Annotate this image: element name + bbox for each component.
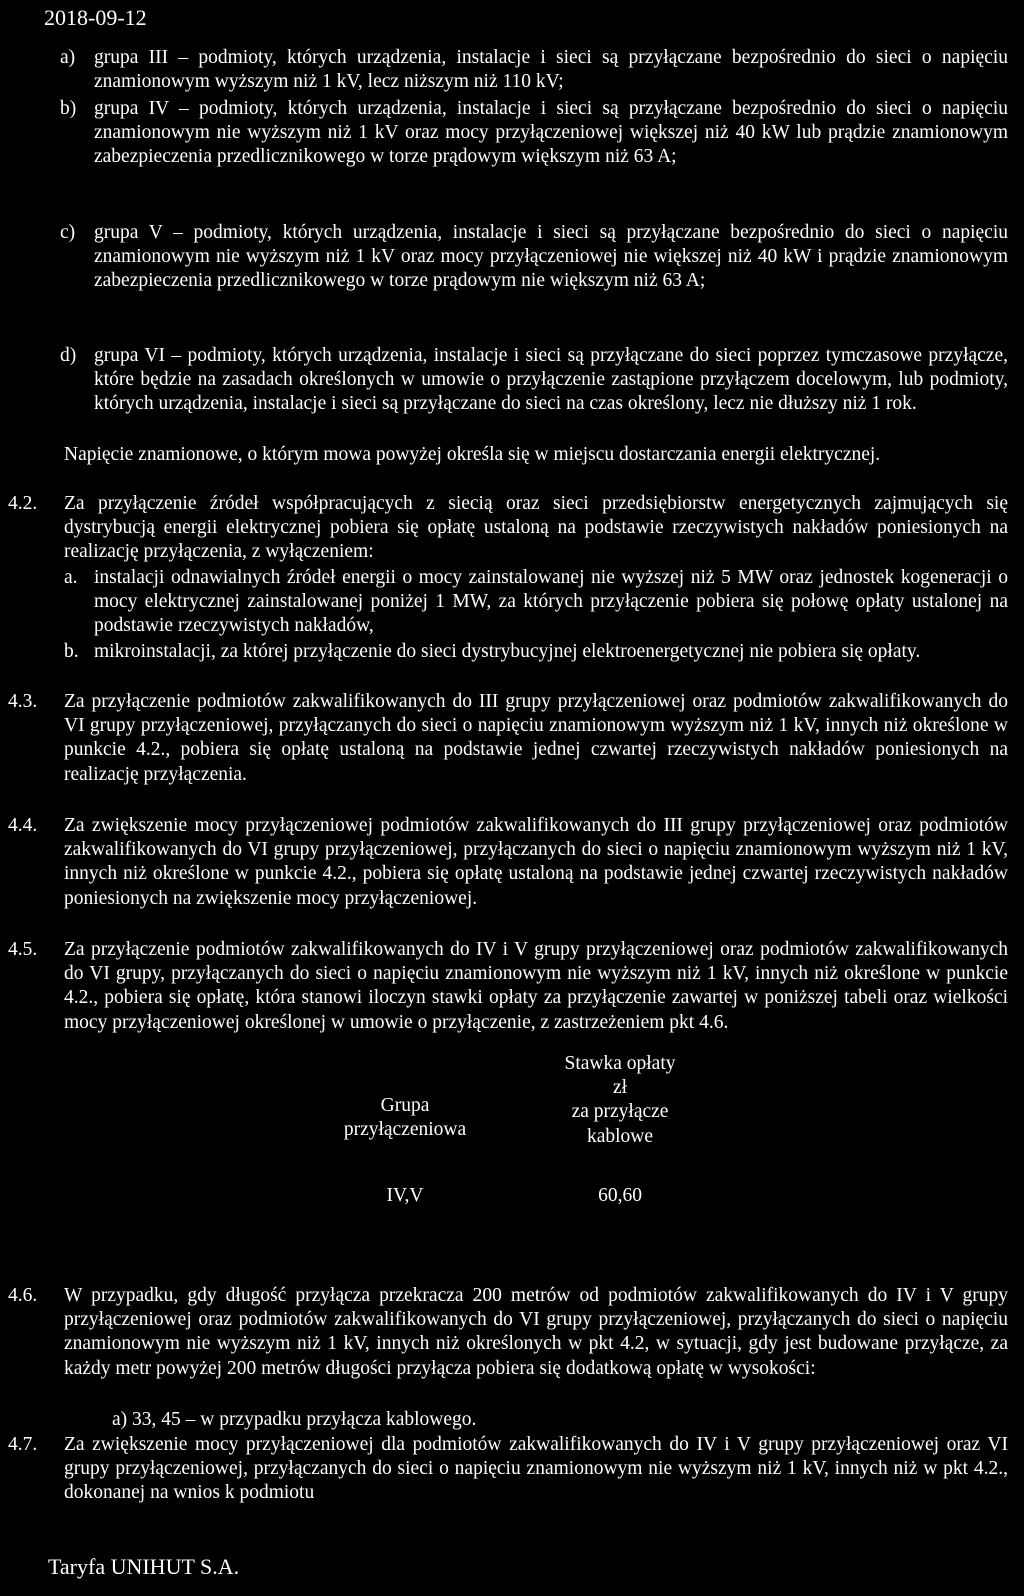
page-date: 2018-09-12 — [44, 5, 147, 30]
group-a-text: grupa III – podmioty, których urządzenia, instalacje i sieci są przyłączane bezpośrednio do sieci o napięciu znamionowym wyższym niż 1 kV, lecz niższym niż 110 kV; — [94, 47, 1008, 93]
group-d-text: grupa VI – podmioty, których urządzenia, instalacje i sieci są przyłączane do sieci poprzez tymczasowe przyłącze, które będzie na zasadach określonych w umowie o przyłączenie zastąpione przyłączem docelowym, lub podmioty, których urządzenia, instalacje i sieci są przyłączane do sieci na czas określony, lecz nie dłuższy niż 1 rok. — [94, 345, 1008, 415]
page-footer: Taryfa UNIHUT S.A. — [48, 1554, 240, 1579]
section-4-2-number: 4.2. — [8, 493, 38, 514]
section-4-6-text: W przypadku, gdy długość przyłącza przekracza 200 metrów od podmiotów zakwalifikowanych do IV i V grupy przyłączeniowej oraz podmiotów zakwalifikowanych do VI grupy przyłączeniowej, przyłączanych do sieci o napięciu znamionowym nie wyższym niż 1 kV, innych niż określonych w pkt 4.2, w sytuacji, gdy jest budowane przyłącze, za każdy metr powyżej 200 metrów długości przyłącza pobiera się dodatkową opłatę w wysokości: — [64, 1285, 1008, 1379]
voltage-note: Napięcie znamionowe, o którym mowa powyżej określa się w miejscu dostarczania energii elektrycznej. — [64, 444, 881, 465]
table-header-group-line2: przyłączeniowa — [343, 1119, 467, 1141]
section-4-4-number: 4.4. — [8, 815, 38, 836]
table-header-group-line1: Grupa — [380, 1095, 430, 1116]
section-4-2-text: Za przyłączenie źródeł współpracujących z siecią oraz sieci przedsiębiorstw energetycznych zajmujących się dystrybucją energii elektrycznej pobiera się opłatę ustaloną na podstawie rzeczywistych nakładów poniesionych na realizację przyłączenia, z wyłączeniem: — [64, 493, 1008, 563]
table-header-rate-line4: kablowe — [586, 1125, 654, 1147]
rate-table — [0, 1034, 1024, 1214]
table-header-group — [310, 1094, 500, 1142]
section-4-4-text: Za zwiększenie mocy przyłączeniowej podmiotów zakwalifikowanych do III grupy przyłączeniowej oraz podmiotów zakwalifikowanych do VI grupy przyłączeniowej, przyłączanych do sieci o napięciu znamionowym wyższym niż 1 kV, innych niż określone w punkcie 4.2., pobiera się opłatę ustaloną na podstawie jednej czwartej rzeczywistych nakładów poniesionych na zwiększenie mocy przyłączeniowej. — [64, 815, 1008, 909]
table-header-rate-line1: Stawka opłaty — [564, 1053, 676, 1074]
table-header-rate-line3: za przyłącze — [571, 1101, 669, 1123]
group-b-text: grupa IV – podmioty, których urządzenia, instalacje i sieci są przyłączane bezpośrednio do sieci o napięciu znamionowym nie wyższym niż 1 kV oraz mocy przyłączeniowej większej niż 40 kW lub prądzie znamionowym zabezpieczenia przedlicznikowego w torze prądowym większym niż 63 A; — [94, 98, 1008, 168]
section-4-2-b-letter: b. — [64, 641, 79, 662]
section-4-3-text: Za przyłączenie podmiotów zakwalifikowanych do III grupy przyłączeniowej oraz podmiotów zakwalifikowanych do VI grupy przyłączeniowej, przyłączanych do sieci o napięciu znamionowym wyższym niż 1 kV, innych niż określone w punkcie 4.2., pobiera się opłatę ustaloną na podstawie jednej czwartej rzeczywistych nakładów poniesionych na realizację przyłączenia. — [64, 691, 1008, 785]
group-b-letter: b) — [60, 98, 77, 119]
section-4-6-item: a) 33, 45 – w przypadku przyłącza kablowego. — [112, 1409, 477, 1430]
section-4-7-number: 4.7. — [8, 1434, 38, 1455]
section-4-2-b-text: mikroinstalacji, za której przyłączenie do sieci dystrybucyjnej elektroenergetycznej nie pobiera się opłaty. — [94, 641, 921, 662]
table-cell-group: IV,V — [386, 1185, 424, 1206]
section-4-2-a-text: instalacji odnawialnych źródeł energii o mocy zainstalowanej nie wyższej niż 5 MW oraz jednostek kogeneracji o mocy elektrycznej zainstalowanej poniżej 1 MW, za których przyłączenie pobiera się połowę opłaty ustalonej na podstawie rzeczywistych nakładów, — [94, 567, 1008, 637]
section-4-2-a-letter: a. — [64, 567, 78, 588]
group-c-letter: c) — [60, 222, 76, 243]
table-cell-rate: 60,60 — [598, 1185, 642, 1206]
group-d-letter: d) — [60, 345, 77, 366]
table-header-rate — [530, 1052, 710, 1149]
group-c-text: grupa V – podmioty, których urządzenia, instalacje i sieci są przyłączane bezpośrednio do sieci o napięciu znamionowym nie wyższym niż 1 kV oraz mocy przyłączeniowej nie większej niż 40 kW i prądzie znamionowym zabezpieczenia przedlicznikowego w torze prądowym nie większym niż 63 A; — [94, 222, 1008, 292]
section-4-3-number: 4.3. — [8, 691, 38, 712]
table-header-rate-line2: zł — [612, 1077, 628, 1099]
section-4-6-number: 4.6. — [8, 1285, 38, 1306]
section-4-5-text: Za przyłączenie podmiotów zakwalifikowanych do IV i V grupy przyłączeniowej oraz podmiotów zakwalifikowanych do VI grupy, przyłączanych do sieci o napięciu znamionowym nie wyższym niż 1 kV, innych niż określone w punkcie 4.2., pobiera się opłatę, która stanowi iloczyn stawki opłaty za przyłączenie zawartej w poniższej tabeli oraz wielkości mocy przyłączeniowej określonej w umowie o przyłączenie, z zastrzeżeniem pkt 4.6. — [64, 939, 1008, 1033]
section-4-5-number: 4.5. — [8, 939, 38, 960]
section-4-7-text: Za zwiększenie mocy przyłączeniowej dla podmiotów zakwalifikowanych do IV i V grupy przyłączeniowej oraz VI grupy przyłączeniowej, przyłączanych do sieci o napięciu znamionowym nie wyższym niż 1 kV, innych niż w pkt 4.2., dokonanej na wnios k podmiotu — [64, 1434, 1008, 1504]
group-a-letter: a) — [60, 47, 76, 68]
